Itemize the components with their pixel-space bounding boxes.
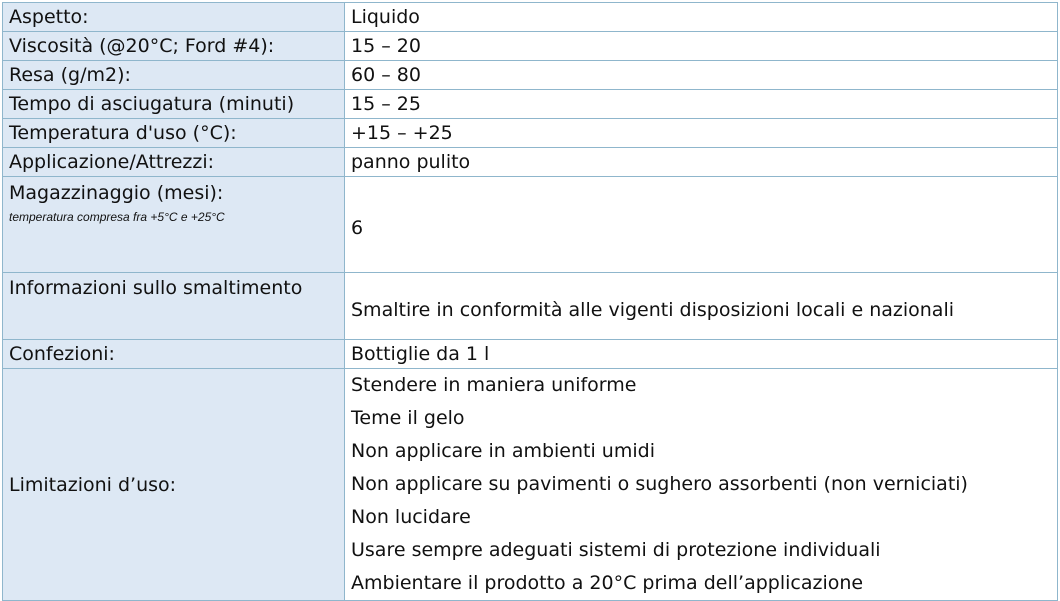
- spec-row-confezioni: [3, 340, 1058, 369]
- spec-row-limitazioni: [3, 369, 1058, 601]
- spec-label: Resa (g/m2):: [3, 61, 345, 90]
- spec-row-applicazione: [3, 148, 1058, 177]
- spec-row-smaltimento: [3, 273, 1058, 340]
- spec-value: panno pulito: [345, 148, 1058, 177]
- spec-value: Bottiglie da 1 l: [345, 340, 1058, 369]
- spec-value: 6: [345, 177, 1058, 273]
- list-item: Non applicare su pavimenti o sughero assorbenti (non verniciati): [351, 473, 968, 495]
- spec-label: Informazioni sullo smaltimento: [3, 273, 345, 340]
- spec-label: Limitazioni d’uso:: [3, 369, 345, 601]
- spec-label: Applicazione/Attrezzi:: [3, 148, 345, 177]
- list-item: Stendere in maniera uniforme: [351, 374, 637, 396]
- spec-value: 60 – 80: [345, 61, 1058, 90]
- spec-label-cell: [3, 177, 345, 273]
- spec-row-temperatura: [3, 119, 1058, 148]
- spec-value: 15 – 20: [345, 32, 1058, 61]
- spec-row-magazzinaggio: [3, 177, 1058, 273]
- spec-value: Smaltire in conformità alle vigenti disposizioni locali e nazionali: [345, 273, 1058, 340]
- spec-row-aspetto: [3, 3, 1058, 32]
- spec-label: Viscosità (@20°C; Ford #4):: [3, 32, 345, 61]
- spec-value: Liquido: [345, 3, 1058, 32]
- spec-row-viscosita: [3, 32, 1058, 61]
- spec-value: +15 – +25: [345, 119, 1058, 148]
- list-item: Non applicare in ambienti umidi: [351, 440, 655, 462]
- spec-value-list: [345, 369, 1058, 601]
- spec-label: Aspetto:: [3, 3, 345, 32]
- spec-label-note: temperatura compresa fra +5°C e +25°C: [9, 210, 225, 224]
- spec-row-resa: [3, 61, 1058, 90]
- list-item: Ambientare il prodotto a 20°C prima dell’applicazione: [351, 572, 864, 594]
- spec-row-asciugatura: [3, 90, 1058, 119]
- spec-label: Tempo di asciugatura (minuti): [3, 90, 345, 119]
- spec-label: Confezioni:: [3, 340, 345, 369]
- spec-value: 15 – 25: [345, 90, 1058, 119]
- spec-label: Magazzinaggio (mesi):: [9, 182, 224, 204]
- product-spec-table: [2, 2, 1058, 601]
- list-item: Teme il gelo: [351, 407, 465, 429]
- list-item: Usare sempre adeguati sistemi di protezione individuali: [351, 539, 881, 561]
- list-item: Non lucidare: [351, 506, 471, 528]
- spec-label: Temperatura d'uso (°C):: [3, 119, 345, 148]
